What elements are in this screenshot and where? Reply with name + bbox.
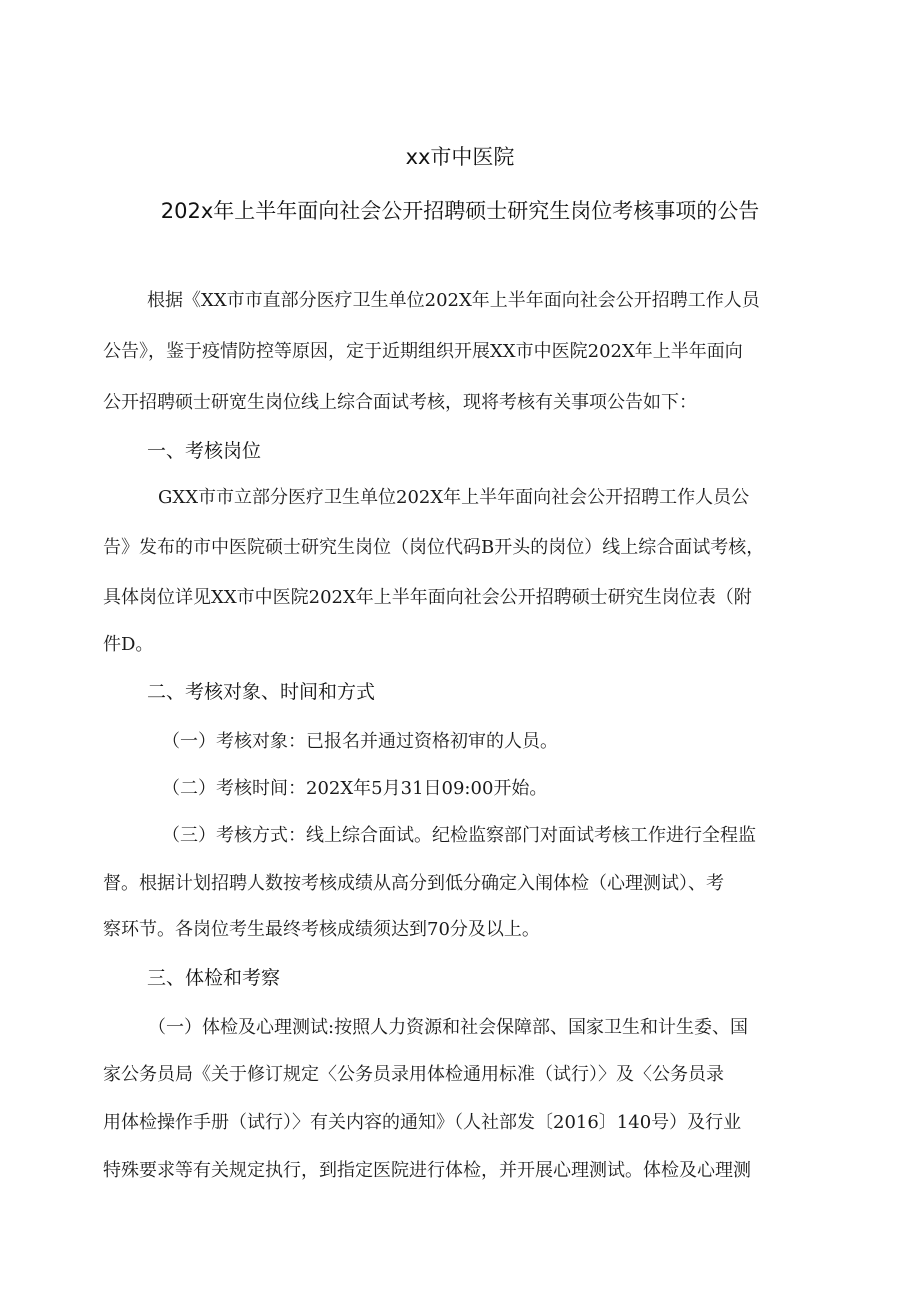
- section-2-item-2: （二）考核时间：202X年5月31日09:00开始。: [162, 778, 548, 799]
- section-2-item-3-line-2: 督。根据计划招聘人数按考核成绩从高分到低分确定入闱体检（心理测试）、考: [103, 873, 724, 894]
- section-1-line-3: 具体岗位详见XX市中医院202X年上半年面向社会公开招聘硕士研究生岗位表（附: [103, 587, 752, 608]
- section-1-heading: 一、考核岗位: [147, 440, 262, 462]
- section-1-line-2: 告》发布的市中医院硕士研究生岗位（岗位代码B开头的岗位）线上综合面试考核，: [103, 537, 765, 558]
- section-1-line-4: 件D。: [103, 634, 154, 655]
- intro-line-2: 公告》，鉴于疫情防控等原因，定于近期组织开展XX市中医院202X年上半年面向: [103, 341, 743, 362]
- section-2-item-3-line-3: 察环节。各岗位考生最终考核成绩须达到70分及以上。: [103, 919, 540, 940]
- section-2-item-3-line-1: （三）考核方式：线上综合面试。纪检监察部门对面试考核工作进行全程监: [162, 825, 756, 846]
- section-3-item-1-line-1: （一）体检及心理测试:按照人力资源和社会保障部、国家卫生和计生委、国: [148, 1017, 749, 1038]
- intro-line-1: 根据《XX市市直部分医疗卫生单位202X年上半年面向社会公开招聘工作人员: [147, 290, 760, 311]
- section-1-line-1: GXX市市立部分医疗卫生单位202X年上半年面向社会公开招聘工作人员公: [158, 487, 750, 508]
- section-2-item-1: （一）考核对象：已报名并通过资格初审的人员。: [162, 731, 558, 752]
- section-3-item-1-line-2: 家公务员局《关于修订规定〈公务员录用体检通用标准（试行）〉及〈公务员录: [103, 1064, 724, 1085]
- document-title-announcement: 202x年上半年面向社会公开招聘硕士研究生岗位考核事项的公告: [160, 199, 760, 223]
- section-2-heading: 二、考核对象、时间和方式: [147, 681, 376, 703]
- section-3-heading: 三、体检和考察: [147, 967, 281, 989]
- document-title-organization: xx市中医院: [405, 145, 515, 169]
- section-3-item-1-line-4: 特殊要求等有关规定执行，到指定医院进行体检，并开展心理测试。体检及心理测: [103, 1160, 751, 1181]
- section-3-item-1-line-3: 用体检操作手册（试行）〉有关内容的通知》（人社部发〔2016〕140号）及行业: [103, 1112, 742, 1133]
- intro-line-3: 公开招聘硕士研宽生岗位线上综合面试考核，现将考核有关事项公告如下：: [103, 392, 697, 413]
